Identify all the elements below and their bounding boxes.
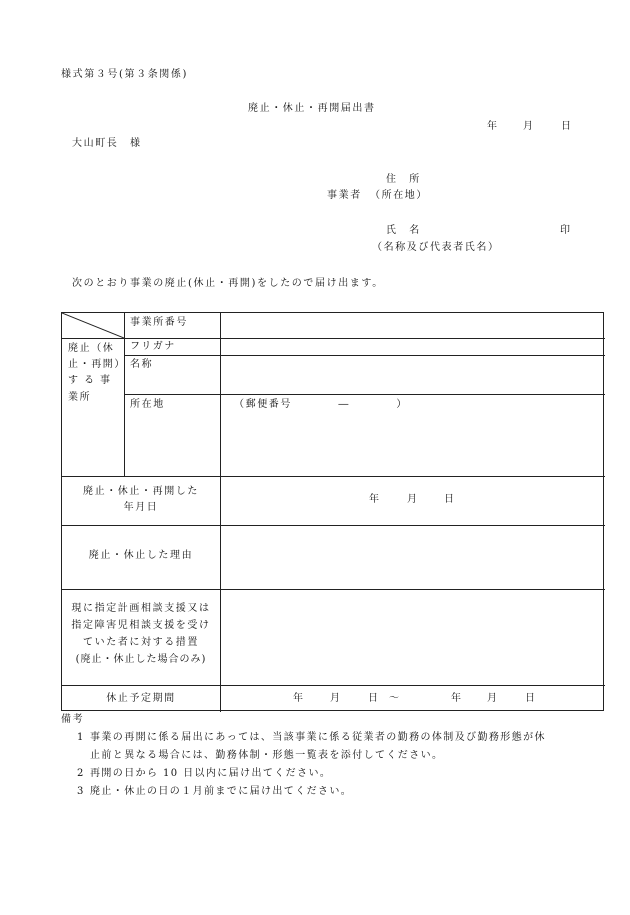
note-2-number: 2 (77, 768, 85, 779)
diagonal-line (62, 313, 124, 338)
period-end-month: 月 (487, 693, 499, 704)
note-1-line-1: 事業の再開に係る届出にあっては、当該事業に係る従業者の勤務の体制及び勤務形態が休 (90, 732, 546, 743)
office-location-label: 所在地 (130, 399, 165, 410)
date-day: 日 (561, 121, 573, 132)
office-number-label: 事業所番号 (130, 317, 188, 328)
address-label: 住 所 (386, 174, 421, 185)
period-start-day: 日 (368, 693, 380, 704)
address-sub-label: （所在地） (370, 190, 428, 201)
name-label: 氏 名 (386, 225, 421, 236)
note-1-number: 1 (77, 732, 85, 743)
measures-label-line-3: ていた者に対する措置 (83, 637, 199, 648)
period-start-year: 年 (293, 693, 305, 704)
form-number: 様式第３号(第３条関係) (61, 69, 189, 80)
suspension-period-label: 休止予定期間 (106, 693, 176, 704)
measures-label-line-1: 現に指定計画相談支援又は (71, 603, 211, 614)
intro-text: 次のとおり事業の廃止(休止・再開)をしたので届け出ます。 (72, 278, 384, 289)
furigana-label: フリガナ (130, 341, 176, 352)
period-start-month: 月 (330, 693, 342, 704)
office-name-label: 名称 (130, 359, 154, 370)
changed-date-day: 日 (444, 494, 456, 505)
office-group-line-4: 業所 (68, 392, 92, 403)
office-group-line-3: する事 (68, 375, 116, 386)
measures-label-line-4: (廃止・休止した場合のみ) (75, 654, 207, 665)
changed-date-month: 月 (407, 494, 419, 505)
addressee: 大山町長 様 (72, 138, 142, 149)
note-3-line-1: 廃止・休止の日の１月前までに届け出てください。 (90, 786, 353, 797)
period-end-year: 年 (451, 693, 463, 704)
date-month: 月 (523, 121, 535, 132)
office-group-line-2: 止・再開） (68, 359, 126, 370)
notification-table (61, 312, 604, 711)
date-label-line-2: 年月日 (123, 502, 159, 513)
date-label-line-1: 廃止・休止・再開した (83, 486, 199, 497)
business-operator-label: 事業者 (327, 190, 362, 201)
note-2-line-1: 再開の日から 10 日以内に届け出てください。 (90, 768, 332, 779)
seal-mark: 印 (560, 225, 572, 236)
notes-heading: 備考 (61, 714, 85, 725)
form-title: 廃止・休止・再開届出書 (248, 103, 376, 114)
name-sub-label: （名称及び代表者氏名） (372, 242, 500, 253)
period-tilde: ～ (389, 693, 401, 704)
measures-label-line-2: 指定障害児相談支援を受け (71, 620, 211, 631)
note-1-line-2: 止前と異なる場合には、勤務体制・形態一覧表を添付してください。 (90, 750, 444, 761)
changed-date-year: 年 (369, 494, 381, 505)
postal-code-label: （郵便番号 ― ） (234, 399, 408, 410)
note-3-number: 3 (77, 786, 85, 797)
reason-label: 廃止・休止した理由 (88, 550, 194, 561)
date-year: 年 (487, 121, 499, 132)
period-end-day: 日 (525, 693, 537, 704)
office-group-line-1: 廃止（休 (68, 343, 115, 354)
